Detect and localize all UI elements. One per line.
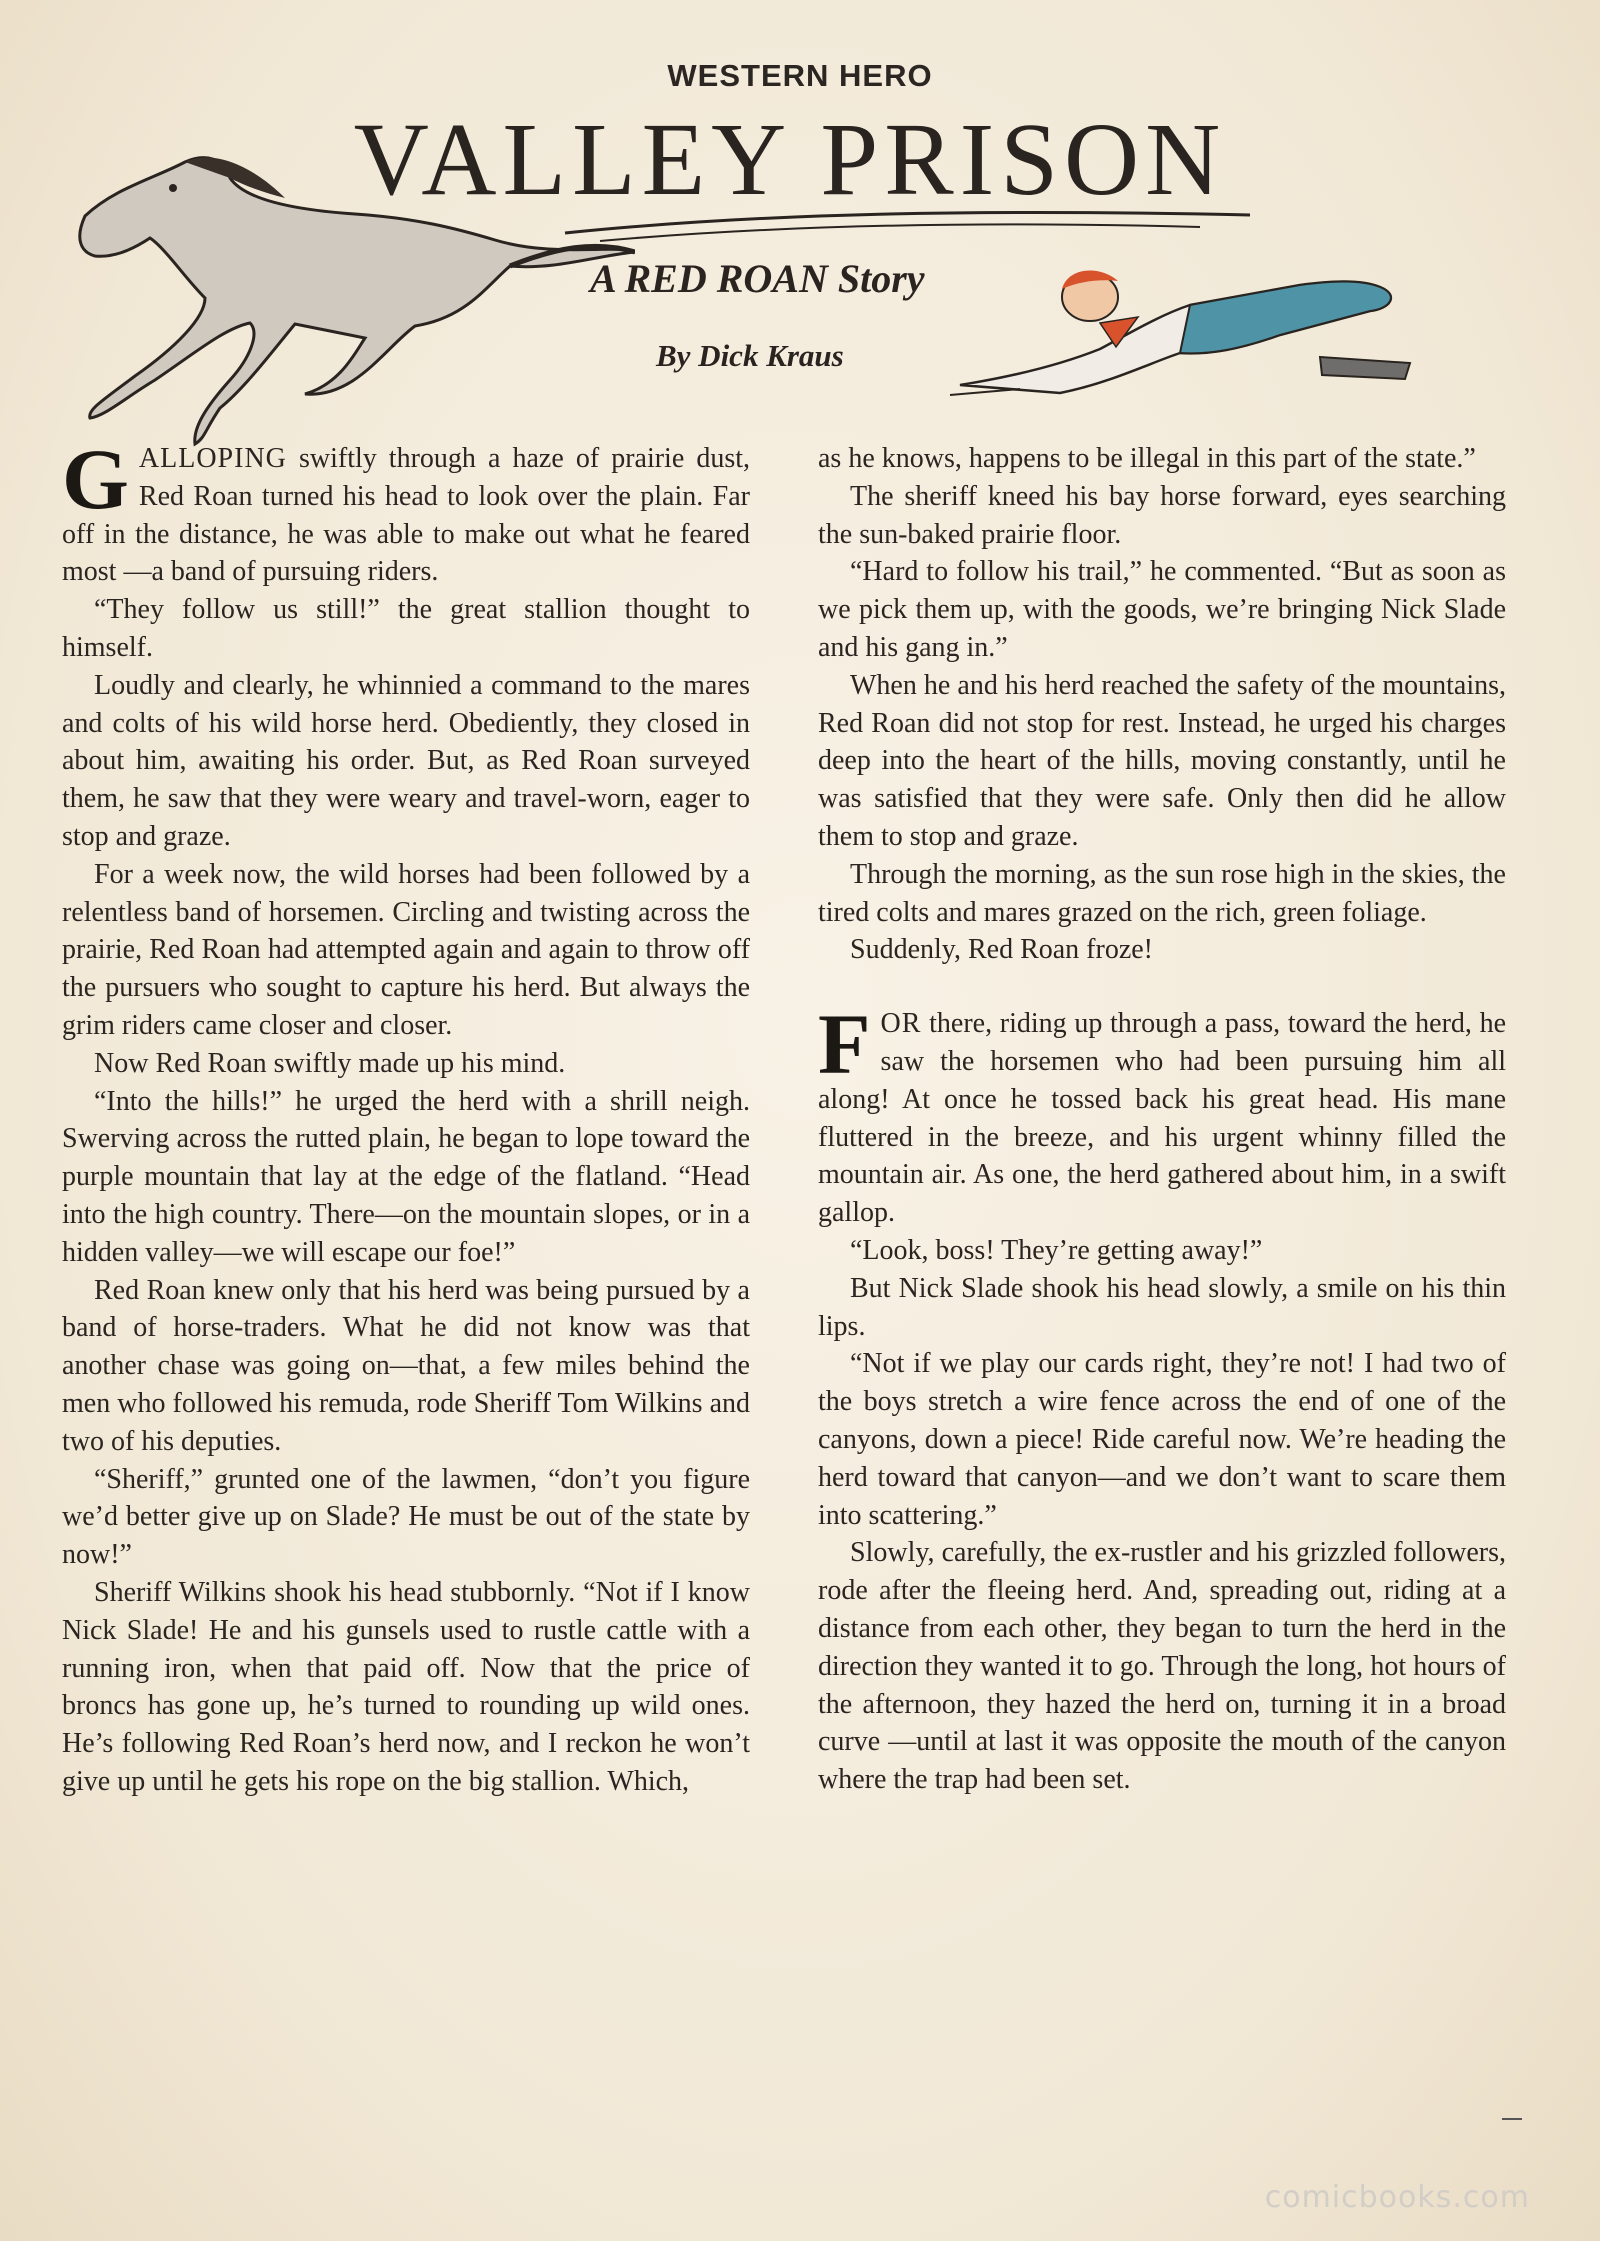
text-column-right [818, 440, 1506, 1799]
paragraph: Now Red Roan swiftly made up his mind. [94, 1047, 566, 1079]
paragraph: “Hard to follow his trail,” he commented. “But as soon as we pick them up, with the goods, we’re bringing Nick Slade and his gang in.” [818, 556, 1506, 663]
drop-cap: F [818, 996, 871, 1093]
paragraph: Slowly, carefully, the ex-rustler and his grizzled followers, rode after the fleeing herd. And, spreading out, riding at a distance from each other, they began to turn the herd in the direction they wanted it to go. Through the long, hot hours of the afternoon, they hazed the herd on, turning it in a broad curve —until at last it was opposite the mouth of the canyon where the trap had been set. [818, 1537, 1506, 1796]
paragraph: “Not if we play our cards right, they’re not! I had two of the boys stretch a wire fence across the end of one of the canyons, down a piece! Ride careful now. We’re heading the herd toward that canyon—and we don’t want to scare them into scattering.” [818, 1348, 1506, 1531]
end-mark [1502, 2118, 1522, 2120]
paragraph: When he and his herd reached the safety of the mountains, Red Roan did not stop for rest. Instead, he urged his charges deep into the heart of the hills, moving constantly, until he was satisfied that they were safe. Only then did he allow them to stop and graze. [818, 669, 1506, 852]
running-head: WESTERN HERO [667, 58, 933, 93]
paragraph: Through the morning, as the sun rose high in the skies, the tired colts and mares grazed on the rich, green foliage. [818, 858, 1506, 928]
text-column-left [62, 431, 750, 1801]
paragraph-text: there, riding up through a pass, toward the herd, he saw the horsemen who had been pursuing him all along! At once he tossed back his great head. His mane fluttered in the breeze, and his urgent whinny filled the mountain air. As one, the herd gathered about him, in a swift gallop. [818, 1008, 1506, 1229]
paragraph [818, 996, 1506, 1232]
lead-in-caps: OR [880, 1008, 922, 1040]
paragraph: “They follow us still!” the great stallion thought to himself. [62, 594, 750, 663]
section-break [818, 969, 1506, 1005]
paragraph: “Into the hills!” he urged the herd with a shrill neigh. Swerving across the rutted plain, he began to lope toward the purple mountain that lay at the edge of the flatland. “Head into the high country. There—on the mountain slopes, or in a hidden valley—we will escape our foe!” [62, 1085, 750, 1268]
story-subtitle: A RED ROAN Story [590, 256, 925, 301]
paragraph: But Nick Slade shook his head slowly, a smile on his thin lips. [818, 1272, 1506, 1342]
watermark: comicbooks.com [1264, 2180, 1530, 2215]
paragraph-text: swiftly through a haze of prairie dust, Red Roan turned his head to look over the plain. Far off in the distance, he was able to make out what he feared most —a band of pursuing riders. [62, 443, 750, 588]
paragraph: “Look, boss! They’re getting away!” [850, 1234, 1263, 1266]
crawling-cowboy-illustration [950, 245, 1430, 415]
paragraph: “Sheriff,” grunted one of the lawmen, “don’t you figure we’d better give up on Slade? He must be out of the state by now!” [62, 1463, 750, 1571]
lead-in-caps: ALLOPING [138, 443, 287, 474]
paragraph: Sheriff Wilkins shook his head stubbornly. “Not if I know Nick Slade! He and his gunsels used to rustle cattle with a running iron, when that paid off. Now that the price of broncs has gone up, he’s turned to rounding up wild ones. He’s following Red Roan’s herd now, and I reckon he won’t give up until he gets his rope on the big stallion. Which, [62, 1576, 750, 1797]
paragraph [62, 431, 750, 591]
paragraph: Red Roan knew only that his herd was being pursued by a band of horse-traders. What he did not know was that another chase was going on—that, a few miles behind the men who followed his remuda, rode Sheriff Tom Wilkins and two of his deputies. [62, 1274, 750, 1457]
story-title: VALLEY PRISON [353, 102, 1227, 217]
paragraph: as he knows, happens to be illegal in this part of the state.” [818, 443, 1476, 474]
paragraph: For a week now, the wild horses had been followed by a relentless band of horsemen. Circling and twisting across the prairie, Red Roan had attempted again and again to throw off the pursuers who sought to capture his herd. But always the grim riders came closer and closer. [62, 858, 750, 1041]
story-byline: By Dick Kraus [656, 338, 844, 373]
galloping-horse-illustration [55, 148, 635, 448]
paragraph: Suddenly, Red Roan froze! [850, 934, 1153, 966]
paragraph: Loudly and clearly, he whinnied a command to the mares and colts of his wild horse herd. Obediently, they closed in about him, awaiting his order. But, as Red Roan surveyed them, he saw that they were weary and travel-worn, eager to stop and graze. [62, 669, 750, 852]
drop-cap: G [62, 431, 129, 527]
paragraph: The sheriff kneed his bay horse forward, eyes searching the sun-baked prairie floor. [818, 480, 1506, 550]
